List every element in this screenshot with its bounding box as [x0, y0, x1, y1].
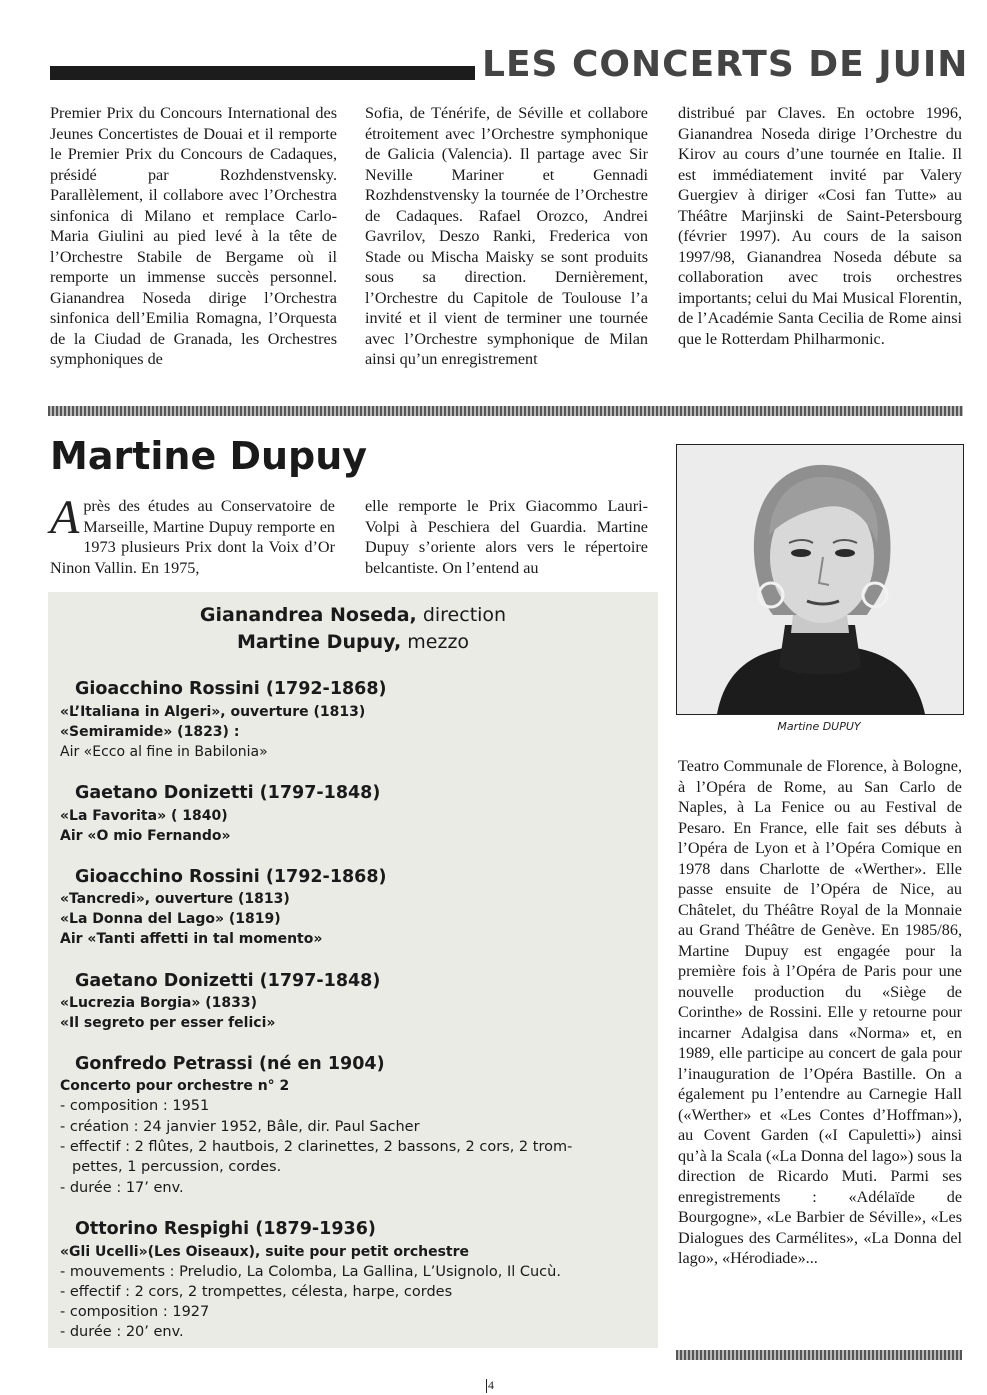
- aria-line: Air «Tanti affetti in tal momento»: [60, 931, 323, 947]
- header-rule: [50, 66, 475, 80]
- intro-column-2: elle remporte le Prix Giacommo Lauri-Volpi à Peschiera del Guardia. Martine Dupuy s’oriente alors vers le répertoire belcantiste. On l’entend au: [365, 497, 648, 577]
- portrait-photo: [676, 444, 964, 715]
- composer-heading: Gioacchino Rossini (1792-1868): [75, 867, 387, 887]
- composer-heading: Gaetano Donizetti (1797-1848): [75, 971, 381, 991]
- performer-role: mezzo: [401, 631, 470, 653]
- column-end-separator: [676, 1350, 962, 1360]
- page-header-title: LES CONCERTS DE JUIN: [482, 44, 969, 85]
- composer-heading: Ottorino Respighi (1879-1936): [75, 1219, 376, 1239]
- page-number: 4: [488, 1378, 494, 1392]
- work-title: «La Donna del Lago» (1819): [60, 911, 281, 927]
- photo-caption: Martine DUPUY: [777, 720, 861, 733]
- aria-line: Air «Ecco al fine in Babilonia»: [60, 744, 268, 760]
- composer-heading: Gioacchino Rossini (1792-1868): [75, 679, 387, 699]
- work-title: «Lucrezia Borgia» (1833): [60, 995, 258, 1011]
- continuation-column: Teatro Communale de Florence, à Bologne, à l’Opéra de Rome, au San Carlo de Naples, à La Fenice ou au Festival de Pesaro. En France, elle fait ses débuts à l’Opéra de Lyon et à l’Opéra Comique en 1978 dans Charlotte de «Werther». Elle passe ensuite de l’Opéra de Nice, au Châtelet, du Théâtre Royal de la Monnaie au Grand Théâtre de Genève. En 1985/86, Martine Dupuy est engagée pour la première fois à l’Opéra de Paris pour une nouvelle production du «Siège de Corinthe» de Rossini. Elle y retourne pour incarner Adalgisa dans «Norma» et, en 1989, elle participe au concert de gala pour l’inauguration de l’Opéra Bastille. On a également pu l’entendre au Carnegie Hall («Werther» et «Les Contes d’Hoffman»), au Covent Garden («I Capuletti») ainsi qu’à la Scala («La Donna del lago») sous la direction de Ricardo Muti. Parmi ses enregistrements : «Adélaïde de Bourgogne», «Le Barbier de Séville», «Les Dialogues des Carmélites», «La Donna del lago», «Hérodiade»...: [678, 757, 962, 1267]
- performer-name: Martine Dupuy,: [236, 631, 402, 653]
- drop-cap: A: [50, 491, 80, 544]
- performer-role: direction: [416, 604, 507, 626]
- work-title: «Semiramide» (1823) :: [60, 724, 240, 740]
- work-title: «Gli Ucelli»(Les Oiseaux), suite pour petit orchestre: [60, 1244, 470, 1260]
- work-detail: - composition : 1927: [60, 1304, 210, 1320]
- work-detail: - effectif : 2 flûtes, 2 hautbois, 2 clarinettes, 2 bassons, 2 cors, 2 trom-: [60, 1139, 573, 1155]
- work-detail: - mouvements : Preludio, La Colomba, La Gallina, L’Usignolo, Il Cucù.: [60, 1264, 561, 1280]
- work-detail: - effectif : 2 cors, 2 trompettes, célesta, harpe, cordes: [60, 1284, 453, 1300]
- section-separator: [48, 406, 963, 416]
- work-title: «L’Italiana in Algeri», ouverture (1813): [60, 704, 366, 720]
- work-title: «Tancredi», ouverture (1813): [60, 891, 290, 907]
- work-title: «Il segreto per esser felici»: [60, 1015, 276, 1031]
- performer-line-2: [48, 631, 658, 653]
- bio-column-2: Sofia, de Ténérife, de Séville et collabore étroitement avec l’Orchestre symphonique de Galicia (Valencia). Il partage avec Sir Neville Mariner et Gennadi Rozhdenstvensky la tournée de l’Orchestre de Cadaques. Rafael Orozco, Andrei Gavrilov, Deszo Ranki, Frederica von Stade ou Mischa Maisky se sont produits sous sa direction. Dernièrement, l’Orchestre du Capitole de Toulouse l’a invité et il vient de terminer une tournée avec l’Orchestre symphonique de Milan ainsi qu’un enregistrement: [365, 104, 648, 368]
- work-detail: - durée : 20’ env.: [60, 1324, 184, 1340]
- page-number-rule: [486, 1379, 487, 1393]
- programme-box: [48, 592, 658, 1348]
- bio-column-3: distribué par Claves. En octobre 1996, Gianandrea Noseda dirige l’Orchestre du Kirov au cours d’une tournée en Italie. Il est immédiatement invité par Valery Guergiev à diriger «Cosi fan Tutte» au Théâtre Marjinski de Saint-Petersbourg (février 1997). Au cours de la saison 1997/98, Gianandrea Noseda débute sa collaboration avec trois orchestres importants; celui du Mai Musical Florentin, de l’Académie Santa Cecilia de Rome ainsi que le Rotterdam Philharmonic.: [678, 104, 962, 348]
- work-detail: - création : 24 janvier 1952, Bâle, dir. Paul Sacher: [60, 1119, 420, 1135]
- intro-column-1: [50, 491, 335, 578]
- intro-text-1: près des études au Conservatoire de Marseille, Martine Dupuy remporte en 1973 plusieurs Prix dont la Voix d’Or Ninon Vallin. En 1975,: [50, 497, 335, 577]
- work-detail: pettes, 1 percussion, cordes.: [72, 1159, 282, 1175]
- bio-column-1: Premier Prix du Concours International des Jeunes Concertistes de Douai et il remporte le Premier Prix du Concours de Cadaques, présidé par Rozhdenstvensky. Parallèlement, il collabore avec l’Orchestra sinfonica di Milano et remplace Carlo-Maria Giulini au pied levé à la tête de l’Orchestre Stabile de Bergame où il remporte un immense succès personnel. Gianandrea Noseda dirige l’Orchestra sinfonica dell’Emilia Romagna, l’Orquesta de la Ciudad de Granada, les Orchestres symphoniques de: [50, 104, 337, 368]
- performer-line-1: [48, 604, 658, 626]
- portrait-illustration: [677, 445, 963, 714]
- section-title: Martine Dupuy: [50, 434, 368, 478]
- composer-heading: Gaetano Donizetti (1797-1848): [75, 783, 381, 803]
- aria-line: Air «O mio Fernando»: [60, 828, 231, 844]
- work-detail: - composition : 1951: [60, 1098, 210, 1114]
- work-title: Concerto pour orchestre n° 2: [60, 1078, 290, 1094]
- composer-heading: Gonfredo Petrassi (né en 1904): [75, 1054, 385, 1074]
- performer-name: Gianandrea Noseda,: [199, 604, 417, 626]
- work-detail: - durée : 17’ env.: [60, 1180, 184, 1196]
- work-title: «La Favorita» ( 1840): [60, 808, 228, 824]
